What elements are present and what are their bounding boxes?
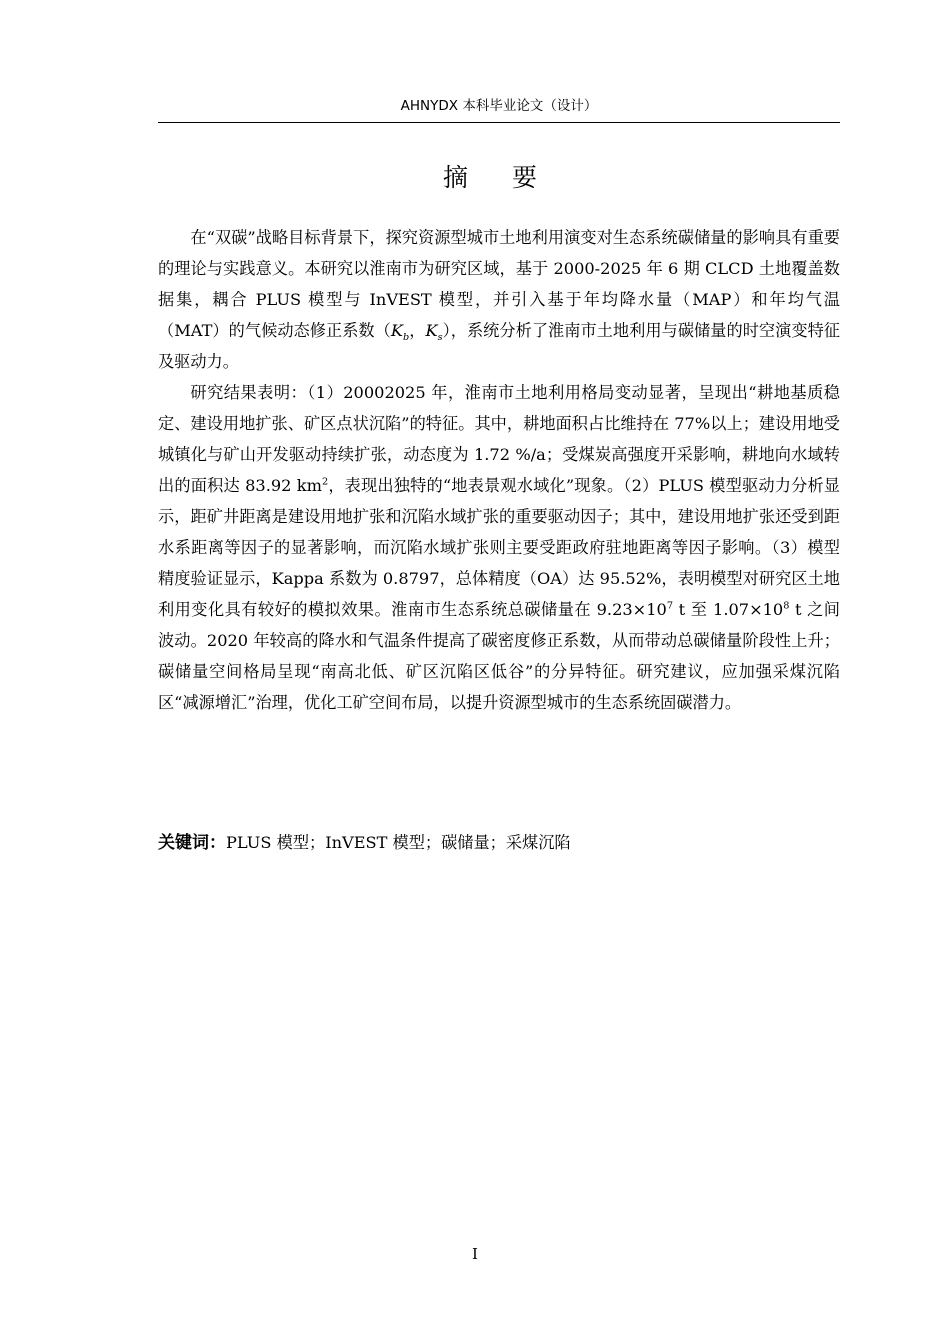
header-divider xyxy=(158,122,840,123)
keywords-list: PLUS 模型；InVEST 模型；碳储量；采煤沉陷 xyxy=(226,833,571,852)
coefficient-ks: $K_s$ xyxy=(425,321,443,344)
abstract-title: 摘 要 xyxy=(443,163,555,192)
paragraph-1-text-before: 在“双碳”战略目标背景下，探究资源型城市土地利用演变对生态系统碳储量的影响具有重要的理论与实践意义。本研究以淮南市为研究区域，基于 2000-2025 年 6 期 CLCD 土地覆盖数据集，耦合 PLUS 模型与 InVEST 模型，并引入基于年均降水量（MAP）和年均气温（MAT）的气候动态修正系数（ xyxy=(158,228,840,340)
abstract-paragraph-1: 在“双碳”战略目标背景下，探究资源型城市土地利用演变对生态系统碳储量的影响具有重要的理论与实践意义。本研究以淮南市为研究区域，基于 2000-2025 年 6 期 CLCD 土地覆盖数据集，耦合 PLUS 模型与 InVEST 模型，并引入基于年均降水量（MAP）和年均气温（MAT）的气候动态修正系数（$K_b$，$K_s$），系统分析了淮南市土地利用与碳储量的时空演变特征及驱动力。 xyxy=(158,228,840,371)
abstract-body xyxy=(158,222,840,718)
coefficient-kb: $K_b$ xyxy=(390,321,410,344)
page-header: AHNYDX 本科毕业论文（设计） xyxy=(400,98,598,114)
abstract-paragraph-2: 研究结果表明：（1）20002025 年，淮南市土地利用格局变动显著，呈现出“耕地基质稳定、建设用地扩张、矿区点状沉陷”的特征。其中，耕地面积占比维持在 77%以上；建设用地受城镇化与矿山开发驱动持续扩张，动态度为 1.72 %/a；受煤炭高强度开采影响，耕地向水域转出的面积达 83.92 $km^2$，表现出独特的“地表景观水域化”现象。（2）PLUS 模型驱动力分析显示，距矿井距离是建设用地扩张和沉陷水域扩张的重要驱动因子；其中，建设用地扩张还受到距水系距离等因子的显著影响，而沉陷水域扩张则主要受距政府驻地距离等因子影响。（3）模型精度验证显示，Kappa 系数为 0.8797，总体精度（OA）达 95.52%，表明模型对研究区土地利用变化具有较好的模拟效果。淮南市生态系统总碳储量在 $9.23\times 10^7$ t 至 $1.07\times 10^8$ t 之间波动。2020 年较高的降水和气温条件提高了碳密度修正系数，从而带动总碳储量阶段性上升；碳储量空间格局呈现“南高北低、矿区沉陷区低谷”的分异特征。研究建议，应加强采煤沉陷区“减源增汇”治理，优化工矿空间布局，以提升资源型城市的生态系统固碳潜力。 xyxy=(158,383,840,712)
keywords-label: 关键词： xyxy=(158,833,226,853)
paragraph-1-text-after: ），系统分析了淮南市土地利用与碳储量的时空演变特征及驱动力。 xyxy=(158,321,840,371)
keywords-line xyxy=(158,828,840,858)
page-number: I xyxy=(472,1245,478,1263)
